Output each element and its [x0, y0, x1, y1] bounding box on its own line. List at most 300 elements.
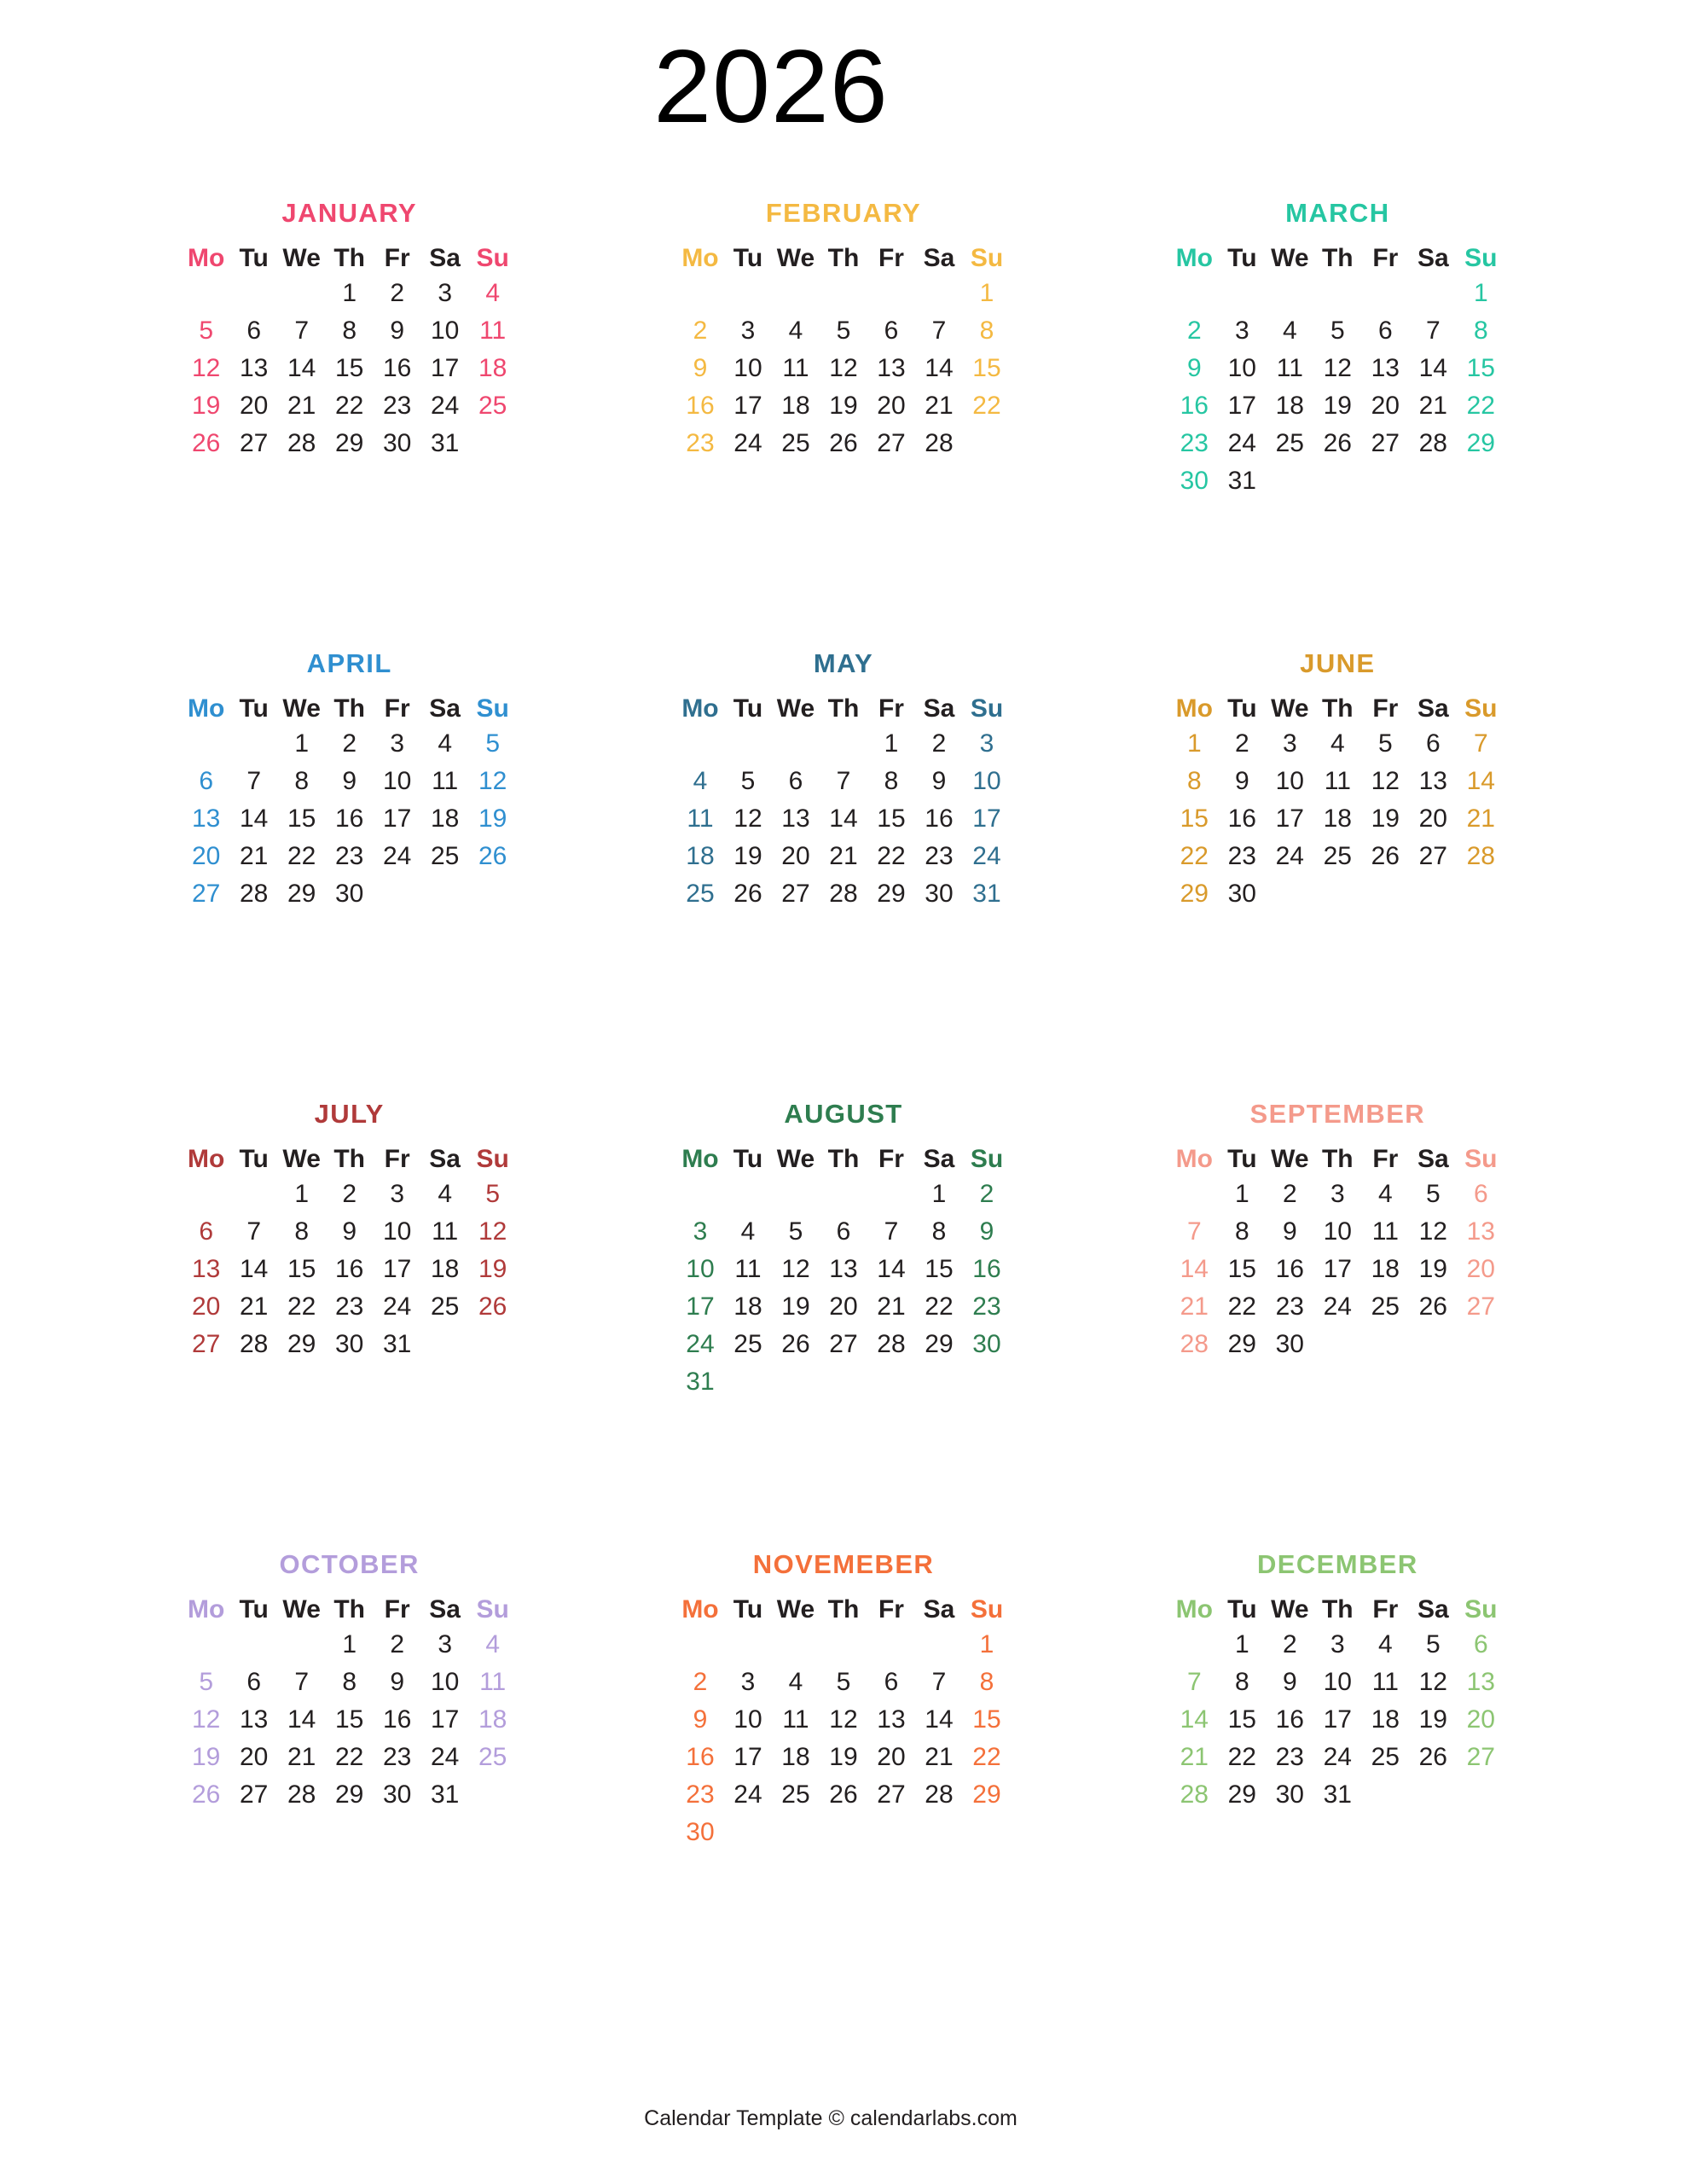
day-cell[interactable]: 1 [931, 1180, 947, 1208]
day-cell[interactable]: 24 [1227, 429, 1256, 457]
day-cell[interactable]: 9 [1186, 354, 1202, 382]
day-cell[interactable]: 26 [478, 842, 507, 870]
day-cell[interactable]: 4 [1377, 1630, 1393, 1658]
day-cell[interactable]: 2 [390, 1630, 404, 1658]
day-cell[interactable]: 11 [1371, 1217, 1399, 1246]
day-cell[interactable]: 30 [1275, 1780, 1304, 1809]
day-cell[interactable]: 4 [485, 279, 500, 307]
day-cell[interactable]: 3 [1282, 729, 1297, 758]
day-cell[interactable]: 7 [836, 767, 851, 795]
day-cell[interactable]: 16 [686, 392, 715, 420]
day-cell[interactable]: 1 [1234, 1180, 1249, 1208]
day-cell[interactable]: 27 [1466, 1292, 1495, 1321]
day-cell[interactable]: 11 [734, 1255, 762, 1283]
day-cell[interactable]: 24 [1323, 1743, 1352, 1771]
day-cell[interactable]: 6 [1377, 317, 1393, 345]
day-cell[interactable]: 11 [782, 354, 809, 382]
day-cell[interactable]: 19 [829, 392, 858, 420]
day-cell[interactable]: 18 [430, 1255, 460, 1283]
day-cell[interactable]: 1 [1186, 729, 1202, 758]
day-cell[interactable]: 5 [836, 1668, 851, 1696]
day-cell[interactable]: 4 [693, 767, 708, 795]
day-cell[interactable]: 29 [1466, 429, 1495, 457]
day-cell[interactable]: 18 [478, 1705, 507, 1734]
day-cell[interactable]: 23 [1275, 1292, 1304, 1321]
day-cell[interactable]: 9 [931, 767, 947, 795]
day-cell[interactable]: 6 [199, 1217, 213, 1246]
day-cell[interactable]: 12 [829, 1705, 858, 1734]
day-cell[interactable]: 14 [877, 1255, 906, 1283]
day-cell[interactable]: 21 [925, 1743, 954, 1771]
day-cell[interactable]: 6 [884, 1668, 899, 1696]
day-cell[interactable]: 29 [287, 1330, 316, 1358]
day-cell[interactable]: 25 [733, 1330, 762, 1358]
day-cell[interactable]: 15 [972, 1705, 1001, 1734]
day-cell[interactable]: 30 [686, 1818, 715, 1846]
day-cell[interactable]: 26 [191, 1780, 221, 1809]
day-cell[interactable]: 21 [287, 392, 316, 420]
day-cell[interactable]: 5 [1377, 729, 1393, 758]
day-cell[interactable]: 18 [781, 392, 810, 420]
day-cell[interactable]: 15 [334, 1705, 364, 1734]
day-cell[interactable]: 7 [1425, 317, 1441, 345]
day-cell[interactable]: 18 [1371, 1705, 1400, 1734]
day-cell[interactable]: 21 [287, 1743, 316, 1771]
day-cell[interactable]: 12 [1323, 354, 1352, 382]
day-cell[interactable]: 16 [1275, 1255, 1304, 1283]
day-cell[interactable]: 7 [884, 1217, 899, 1246]
day-cell[interactable]: 14 [925, 354, 954, 382]
day-cell[interactable]: 18 [733, 1292, 762, 1321]
day-cell[interactable]: 5 [1425, 1630, 1441, 1658]
day-cell[interactable]: 15 [925, 1255, 954, 1283]
day-cell[interactable]: 9 [979, 1217, 994, 1246]
day-cell[interactable]: 28 [829, 880, 858, 908]
day-cell[interactable]: 23 [925, 842, 954, 870]
day-cell[interactable]: 22 [334, 1743, 364, 1771]
day-cell[interactable]: 8 [1234, 1217, 1249, 1246]
day-cell[interactable]: 6 [788, 767, 803, 795]
day-cell[interactable]: 22 [972, 1743, 1001, 1771]
day-cell[interactable]: 1 [884, 729, 899, 758]
day-cell[interactable]: 19 [1323, 392, 1352, 420]
day-cell[interactable]: 26 [1323, 429, 1352, 457]
day-cell[interactable]: 16 [1180, 392, 1209, 420]
day-cell[interactable]: 23 [334, 842, 364, 870]
day-cell[interactable]: 26 [1371, 842, 1400, 870]
day-cell[interactable]: 9 [342, 1217, 357, 1246]
day-cell[interactable]: 19 [478, 1255, 507, 1283]
day-cell[interactable]: 4 [1377, 1180, 1393, 1208]
day-cell[interactable]: 27 [1418, 842, 1447, 870]
day-cell[interactable]: 4 [788, 1668, 803, 1696]
day-cell[interactable]: 8 [342, 1668, 357, 1696]
day-cell[interactable]: 23 [334, 1292, 364, 1321]
day-cell[interactable]: 23 [382, 392, 412, 420]
day-cell[interactable]: 13 [1466, 1217, 1495, 1246]
day-cell[interactable]: 11 [782, 1705, 809, 1734]
day-cell[interactable]: 3 [979, 729, 994, 758]
day-cell[interactable]: 25 [430, 842, 460, 870]
day-cell[interactable]: 16 [334, 1255, 364, 1283]
day-cell[interactable]: 5 [1425, 1180, 1441, 1208]
day-cell[interactable]: 29 [972, 1780, 1001, 1809]
day-cell[interactable]: 25 [430, 1292, 460, 1321]
day-cell[interactable]: 17 [733, 1743, 762, 1771]
day-cell[interactable]: 6 [246, 1668, 261, 1696]
day-cell[interactable]: 5 [740, 767, 756, 795]
day-cell[interactable]: 25 [781, 1780, 810, 1809]
day-cell[interactable]: 17 [1323, 1255, 1352, 1283]
day-cell[interactable]: 2 [1282, 1630, 1297, 1658]
day-cell[interactable]: 15 [334, 354, 364, 382]
day-cell[interactable]: 4 [438, 729, 452, 758]
day-cell[interactable]: 21 [239, 842, 269, 870]
day-cell[interactable]: 10 [430, 1668, 460, 1696]
day-cell[interactable]: 25 [781, 429, 810, 457]
day-cell[interactable]: 17 [686, 1292, 715, 1321]
day-cell[interactable]: 31 [430, 429, 460, 457]
day-cell[interactable]: 6 [884, 317, 899, 345]
day-cell[interactable]: 20 [191, 1292, 221, 1321]
day-cell[interactable]: 13 [1466, 1668, 1495, 1696]
day-cell[interactable]: 9 [1234, 767, 1249, 795]
day-cell[interactable]: 2 [390, 279, 404, 307]
day-cell[interactable]: 14 [239, 804, 269, 833]
day-cell[interactable]: 26 [478, 1292, 507, 1321]
day-cell[interactable]: 4 [788, 317, 803, 345]
day-cell[interactable]: 30 [382, 1780, 412, 1809]
day-cell[interactable]: 12 [733, 804, 762, 833]
day-cell[interactable]: 1 [1234, 1630, 1249, 1658]
day-cell[interactable]: 27 [829, 1330, 858, 1358]
day-cell[interactable]: 31 [430, 1780, 460, 1809]
day-cell[interactable]: 23 [1180, 429, 1209, 457]
day-cell[interactable]: 17 [430, 354, 460, 382]
day-cell[interactable]: 8 [294, 767, 309, 795]
day-cell[interactable]: 17 [1323, 1705, 1352, 1734]
day-cell[interactable]: 21 [1418, 392, 1447, 420]
day-cell[interactable]: 8 [1473, 317, 1488, 345]
day-cell[interactable]: 14 [925, 1705, 954, 1734]
day-cell[interactable]: 5 [199, 317, 213, 345]
day-cell[interactable]: 27 [877, 1780, 906, 1809]
day-cell[interactable]: 12 [781, 1255, 810, 1283]
day-cell[interactable]: 13 [239, 354, 269, 382]
day-cell[interactable]: 18 [430, 804, 460, 833]
day-cell[interactable]: 23 [1227, 842, 1256, 870]
day-cell[interactable]: 28 [877, 1330, 906, 1358]
day-cell[interactable]: 18 [478, 354, 507, 382]
day-cell[interactable]: 25 [478, 1743, 507, 1771]
day-cell[interactable]: 16 [1275, 1705, 1304, 1734]
day-cell[interactable]: 17 [733, 392, 762, 420]
day-cell[interactable]: 28 [925, 429, 954, 457]
day-cell[interactable]: 3 [1330, 1630, 1345, 1658]
day-cell[interactable]: 27 [877, 429, 906, 457]
day-cell[interactable]: 2 [1234, 729, 1249, 758]
day-cell[interactable]: 23 [686, 429, 715, 457]
day-cell[interactable]: 27 [191, 1330, 221, 1358]
day-cell[interactable]: 28 [925, 1780, 954, 1809]
day-cell[interactable]: 19 [733, 842, 762, 870]
day-cell[interactable]: 20 [1466, 1705, 1495, 1734]
day-cell[interactable]: 15 [1180, 804, 1209, 833]
day-cell[interactable]: 25 [1371, 1292, 1400, 1321]
day-cell[interactable]: 10 [1323, 1217, 1352, 1246]
day-cell[interactable]: 30 [1180, 467, 1209, 495]
day-cell[interactable]: 11 [687, 804, 714, 833]
day-cell[interactable]: 8 [342, 317, 357, 345]
day-cell[interactable]: 1 [294, 729, 309, 758]
day-cell[interactable]: 2 [342, 729, 357, 758]
day-cell[interactable]: 11 [479, 317, 507, 345]
day-cell[interactable]: 24 [1275, 842, 1304, 870]
day-cell[interactable]: 20 [1466, 1255, 1495, 1283]
day-cell[interactable]: 15 [1466, 354, 1495, 382]
day-cell[interactable]: 19 [191, 392, 221, 420]
day-cell[interactable]: 18 [781, 1743, 810, 1771]
day-cell[interactable]: 19 [1371, 804, 1400, 833]
day-cell[interactable]: 13 [1418, 767, 1447, 795]
day-cell[interactable]: 7 [931, 317, 947, 345]
day-cell[interactable]: 27 [191, 880, 221, 908]
day-cell[interactable]: 23 [1275, 1743, 1304, 1771]
day-cell[interactable]: 12 [1371, 767, 1400, 795]
day-cell[interactable]: 28 [239, 1330, 269, 1358]
day-cell[interactable]: 29 [1227, 1330, 1256, 1358]
day-cell[interactable]: 27 [1466, 1743, 1495, 1771]
day-cell[interactable]: 4 [438, 1180, 452, 1208]
day-cell[interactable]: 13 [877, 1705, 906, 1734]
day-cell[interactable]: 19 [1418, 1255, 1447, 1283]
day-cell[interactable]: 22 [334, 392, 364, 420]
day-cell[interactable]: 7 [294, 317, 309, 345]
day-cell[interactable]: 14 [1180, 1255, 1209, 1283]
day-cell[interactable]: 26 [1418, 1292, 1447, 1321]
day-cell[interactable]: 11 [479, 1668, 507, 1696]
day-cell[interactable]: 10 [733, 354, 762, 382]
day-cell[interactable]: 25 [1275, 429, 1304, 457]
day-cell[interactable]: 20 [1418, 804, 1447, 833]
day-cell[interactable]: 24 [686, 1330, 715, 1358]
day-cell[interactable]: 3 [390, 1180, 404, 1208]
day-cell[interactable]: 11 [432, 767, 459, 795]
day-cell[interactable]: 31 [686, 1368, 715, 1396]
day-cell[interactable]: 21 [877, 1292, 906, 1321]
day-cell[interactable]: 21 [829, 842, 858, 870]
day-cell[interactable]: 31 [1323, 1780, 1352, 1809]
day-cell[interactable]: 10 [972, 767, 1001, 795]
day-cell[interactable]: 3 [1330, 1180, 1345, 1208]
day-cell[interactable]: 22 [972, 392, 1001, 420]
day-cell[interactable]: 5 [1330, 317, 1345, 345]
day-cell[interactable]: 18 [1275, 392, 1304, 420]
day-cell[interactable]: 22 [1180, 842, 1209, 870]
day-cell[interactable]: 10 [1227, 354, 1256, 382]
day-cell[interactable]: 8 [931, 1217, 947, 1246]
day-cell[interactable]: 27 [1371, 429, 1400, 457]
day-cell[interactable]: 24 [382, 1292, 412, 1321]
day-cell[interactable]: 15 [287, 1255, 316, 1283]
day-cell[interactable]: 7 [1473, 729, 1488, 758]
day-cell[interactable]: 4 [1282, 317, 1297, 345]
day-cell[interactable]: 30 [925, 880, 954, 908]
day-cell[interactable]: 12 [478, 1217, 507, 1246]
day-cell[interactable]: 22 [877, 842, 906, 870]
day-cell[interactable]: 9 [693, 354, 708, 382]
day-cell[interactable]: 21 [925, 392, 954, 420]
day-cell[interactable]: 29 [877, 880, 906, 908]
day-cell[interactable]: 13 [239, 1705, 269, 1734]
day-cell[interactable]: 15 [287, 804, 316, 833]
day-cell[interactable]: 8 [884, 767, 899, 795]
day-cell[interactable]: 16 [382, 1705, 412, 1734]
day-cell[interactable]: 17 [430, 1705, 460, 1734]
day-cell[interactable]: 20 [191, 842, 221, 870]
day-cell[interactable]: 14 [1418, 354, 1447, 382]
day-cell[interactable]: 22 [287, 1292, 316, 1321]
day-cell[interactable]: 27 [781, 880, 810, 908]
day-cell[interactable]: 8 [979, 317, 994, 345]
day-cell[interactable]: 6 [1425, 729, 1441, 758]
day-cell[interactable]: 6 [1473, 1630, 1488, 1658]
day-cell[interactable]: 14 [1180, 1705, 1209, 1734]
day-cell[interactable]: 14 [829, 804, 858, 833]
day-cell[interactable]: 29 [1227, 1780, 1256, 1809]
day-cell[interactable]: 24 [430, 392, 460, 420]
day-cell[interactable]: 1 [979, 1630, 994, 1658]
day-cell[interactable]: 28 [287, 1780, 316, 1809]
day-cell[interactable]: 10 [382, 1217, 412, 1246]
day-cell[interactable]: 5 [199, 1668, 213, 1696]
day-cell[interactable]: 28 [1466, 842, 1495, 870]
day-cell[interactable]: 12 [1418, 1217, 1447, 1246]
day-cell[interactable]: 20 [829, 1292, 858, 1321]
day-cell[interactable]: 13 [1371, 354, 1400, 382]
day-cell[interactable]: 21 [239, 1292, 269, 1321]
day-cell[interactable]: 29 [334, 429, 364, 457]
day-cell[interactable]: 6 [199, 767, 213, 795]
day-cell[interactable]: 18 [1371, 1255, 1400, 1283]
day-cell[interactable]: 10 [382, 767, 412, 795]
day-cell[interactable]: 5 [485, 729, 500, 758]
day-cell[interactable]: 4 [485, 1630, 500, 1658]
day-cell[interactable]: 29 [925, 1330, 954, 1358]
day-cell[interactable]: 13 [191, 1255, 221, 1283]
day-cell[interactable]: 16 [972, 1255, 1001, 1283]
day-cell[interactable]: 7 [246, 767, 261, 795]
day-cell[interactable]: 24 [1323, 1292, 1352, 1321]
day-cell[interactable]: 9 [390, 1668, 404, 1696]
day-cell[interactable]: 8 [979, 1668, 994, 1696]
day-cell[interactable]: 26 [733, 880, 762, 908]
day-cell[interactable]: 24 [430, 1743, 460, 1771]
day-cell[interactable]: 7 [1186, 1668, 1202, 1696]
day-cell[interactable]: 19 [781, 1292, 810, 1321]
day-cell[interactable]: 22 [925, 1292, 954, 1321]
day-cell[interactable]: 23 [686, 1780, 715, 1809]
day-cell[interactable]: 2 [1186, 317, 1202, 345]
day-cell[interactable]: 30 [972, 1330, 1001, 1358]
day-cell[interactable]: 22 [1466, 392, 1495, 420]
day-cell[interactable]: 3 [438, 1630, 452, 1658]
day-cell[interactable]: 3 [438, 279, 452, 307]
day-cell[interactable]: 20 [877, 1743, 906, 1771]
day-cell[interactable]: 30 [334, 880, 364, 908]
day-cell[interactable]: 19 [829, 1743, 858, 1771]
day-cell[interactable]: 12 [191, 354, 221, 382]
day-cell[interactable]: 16 [925, 804, 954, 833]
day-cell[interactable]: 14 [1466, 767, 1495, 795]
day-cell[interactable]: 3 [740, 1668, 756, 1696]
day-cell[interactable]: 28 [1180, 1780, 1209, 1809]
day-cell[interactable]: 25 [1323, 842, 1352, 870]
day-cell[interactable]: 1 [342, 279, 357, 307]
day-cell[interactable]: 3 [1234, 317, 1249, 345]
day-cell[interactable]: 7 [931, 1668, 947, 1696]
day-cell[interactable]: 11 [432, 1217, 459, 1246]
day-cell[interactable]: 1 [979, 279, 994, 307]
day-cell[interactable]: 11 [1371, 1668, 1399, 1696]
day-cell[interactable]: 20 [781, 842, 810, 870]
day-cell[interactable]: 15 [1227, 1255, 1256, 1283]
day-cell[interactable]: 29 [1180, 880, 1209, 908]
day-cell[interactable]: 23 [382, 1743, 412, 1771]
day-cell[interactable]: 11 [1276, 354, 1303, 382]
day-cell[interactable]: 8 [1186, 767, 1202, 795]
day-cell[interactable]: 27 [239, 429, 269, 457]
day-cell[interactable]: 6 [246, 317, 261, 345]
day-cell[interactable]: 28 [287, 429, 316, 457]
day-cell[interactable]: 28 [239, 880, 269, 908]
day-cell[interactable]: 22 [1227, 1743, 1256, 1771]
day-cell[interactable]: 10 [1323, 1668, 1352, 1696]
day-cell[interactable]: 19 [191, 1743, 221, 1771]
day-cell[interactable]: 3 [693, 1217, 708, 1246]
day-cell[interactable]: 9 [1282, 1217, 1297, 1246]
day-cell[interactable]: 2 [979, 1180, 994, 1208]
day-cell[interactable]: 20 [1371, 392, 1400, 420]
day-cell[interactable]: 31 [972, 880, 1001, 908]
day-cell[interactable]: 23 [972, 1292, 1001, 1321]
day-cell[interactable]: 8 [294, 1217, 309, 1246]
day-cell[interactable]: 25 [686, 880, 715, 908]
day-cell[interactable]: 17 [1227, 392, 1256, 420]
day-cell[interactable]: 7 [294, 1668, 309, 1696]
day-cell[interactable]: 14 [239, 1255, 269, 1283]
day-cell[interactable]: 9 [390, 317, 404, 345]
day-cell[interactable]: 28 [1180, 1330, 1209, 1358]
day-cell[interactable]: 13 [877, 354, 906, 382]
day-cell[interactable]: 26 [829, 429, 858, 457]
day-cell[interactable]: 17 [1275, 804, 1304, 833]
day-cell[interactable]: 2 [1282, 1180, 1297, 1208]
day-cell[interactable]: 2 [693, 317, 708, 345]
day-cell[interactable]: 24 [733, 429, 762, 457]
day-cell[interactable]: 30 [382, 429, 412, 457]
day-cell[interactable]: 22 [287, 842, 316, 870]
day-cell[interactable]: 27 [239, 1780, 269, 1809]
day-cell[interactable]: 9 [342, 767, 357, 795]
day-cell[interactable]: 30 [334, 1330, 364, 1358]
day-cell[interactable]: 4 [740, 1217, 756, 1246]
day-cell[interactable]: 12 [478, 767, 507, 795]
day-cell[interactable]: 16 [1227, 804, 1256, 833]
day-cell[interactable]: 29 [334, 1780, 364, 1809]
day-cell[interactable]: 7 [1186, 1217, 1202, 1246]
day-cell[interactable]: 10 [430, 317, 460, 345]
